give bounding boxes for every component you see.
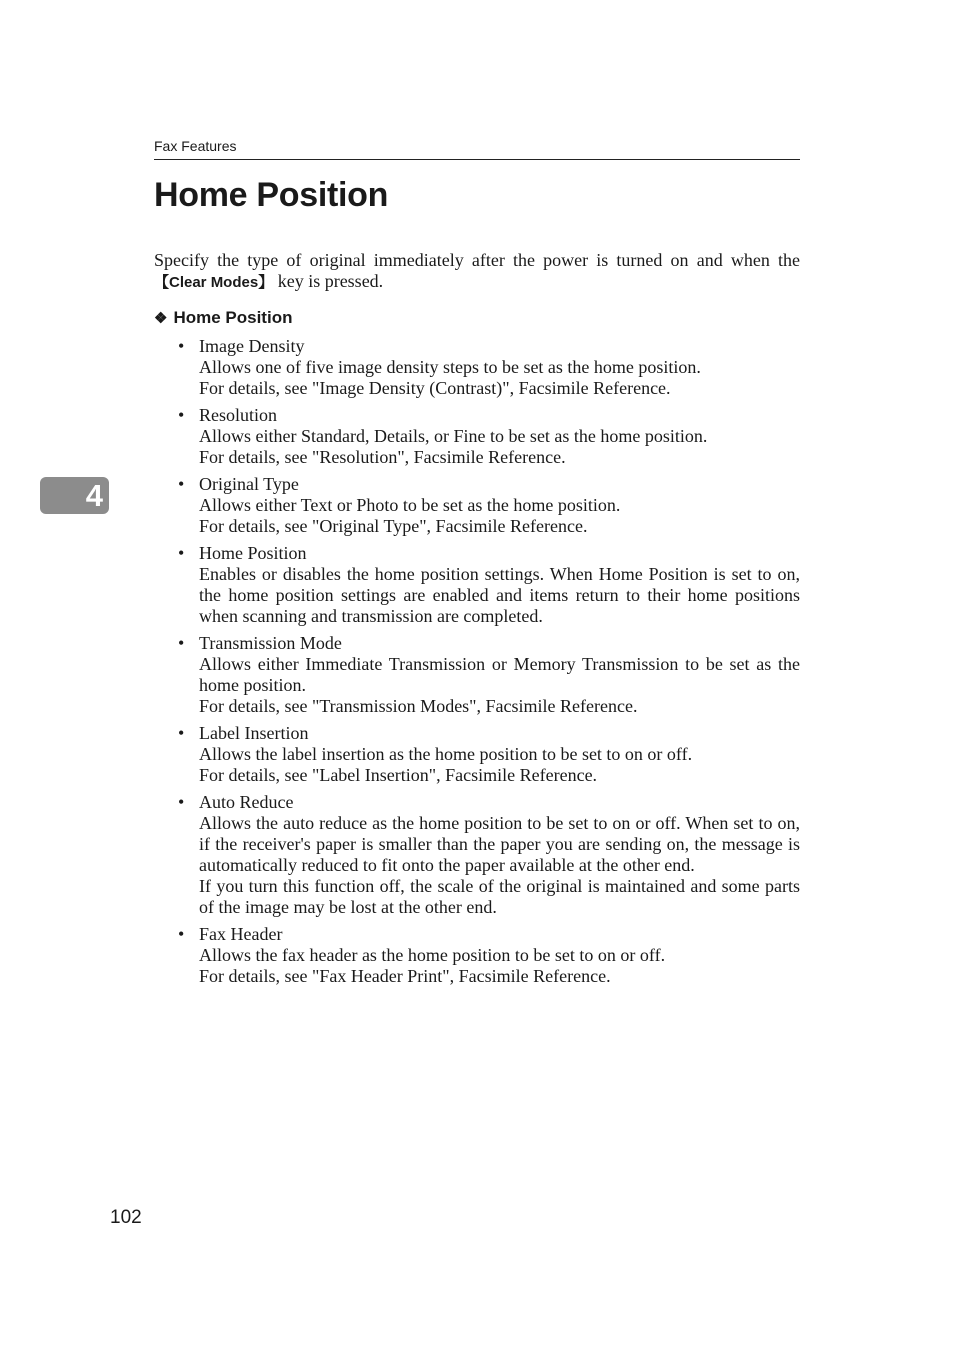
list-item xyxy=(154,405,800,468)
list-item xyxy=(154,924,800,987)
item-description: Allows either Standard, Details, or Fine to be set as the home position. xyxy=(199,426,708,446)
item-description: Allows either Immediate Transmission or Memory Transmission to be set as the home position. xyxy=(199,654,800,695)
item-title: Original Type xyxy=(199,474,299,494)
list-item xyxy=(154,336,800,399)
list-item xyxy=(154,633,800,717)
item-description: For details, see "Fax Header Print", Facsimile Reference. xyxy=(199,966,611,986)
bullet-icon: • xyxy=(178,543,185,563)
item-description: If you turn this function off, the scale of the original is maintained and some parts of the image may be lost at the other end. xyxy=(199,876,800,917)
settings-list xyxy=(154,336,800,993)
item-title: Label Insertion xyxy=(199,723,309,743)
list-item xyxy=(154,792,800,918)
item-description: Enables or disables the home position settings. When Home Position is set to on, the home position settings are enabled and items return to their home positions when scanning and transmission are completed. xyxy=(199,564,800,626)
item-description: Allows either Text or Photo to be set as the home position. xyxy=(199,495,621,515)
intro-paragraph xyxy=(154,250,800,293)
item-description: For details, see "Resolution", Facsimile Reference. xyxy=(199,447,566,467)
item-description: For details, see "Image Density (Contrast)", Facsimile Reference. xyxy=(199,378,671,398)
item-title: Transmission Mode xyxy=(199,633,342,653)
page-title: Home Position xyxy=(154,176,389,214)
item-description: Allows the label insertion as the home position to be set to on or off. xyxy=(199,744,693,764)
intro-text-before: Specify the type of original immediately after the power is turned on and when the xyxy=(154,250,800,270)
subheading xyxy=(154,308,292,328)
item-description: For details, see "Transmission Modes", Facsimile Reference. xyxy=(199,696,638,716)
list-item xyxy=(154,543,800,627)
item-title: Auto Reduce xyxy=(199,792,294,812)
chapter-tab xyxy=(40,477,109,514)
bullet-icon: • xyxy=(178,405,185,425)
diamond-icon: ❖ xyxy=(154,310,168,327)
item-description: For details, see "Label Insertion", Facsimile Reference. xyxy=(199,765,598,785)
bullet-icon: • xyxy=(178,474,185,494)
list-item xyxy=(154,723,800,786)
item-title: Image Density xyxy=(199,336,305,356)
item-description: For details, see "Original Type", Facsimile Reference. xyxy=(199,516,588,536)
clear-modes-key-label: 【Clear Modes】 xyxy=(154,274,274,291)
bullet-icon: • xyxy=(178,633,185,653)
page-number: 102 xyxy=(110,1207,142,1228)
subheading-text: Home Position xyxy=(173,308,293,327)
item-title: Resolution xyxy=(199,405,278,425)
bullet-icon: • xyxy=(178,723,185,743)
item-title: Home Position xyxy=(199,543,307,563)
item-description: Allows the fax header as the home position to be set to on or off. xyxy=(199,945,666,965)
list-item xyxy=(154,474,800,537)
header-rule xyxy=(154,159,800,160)
bullet-icon: • xyxy=(178,924,185,944)
chapter-number: 4 xyxy=(85,478,103,513)
running-header: Fax Features xyxy=(154,138,237,154)
bullet-icon: • xyxy=(178,792,185,812)
intro-text-after: key is pressed. xyxy=(273,271,384,291)
item-title: Fax Header xyxy=(199,924,283,944)
item-description: Allows the auto reduce as the home position to be set to on or off. When set to on, if the receiver's paper is smaller than the paper you are sending on, the message is automatically reduced to fit onto the paper available at the other end. xyxy=(199,813,800,875)
item-description: Allows one of five image density steps to be set as the home position. xyxy=(199,357,701,377)
bullet-icon: • xyxy=(178,336,185,356)
